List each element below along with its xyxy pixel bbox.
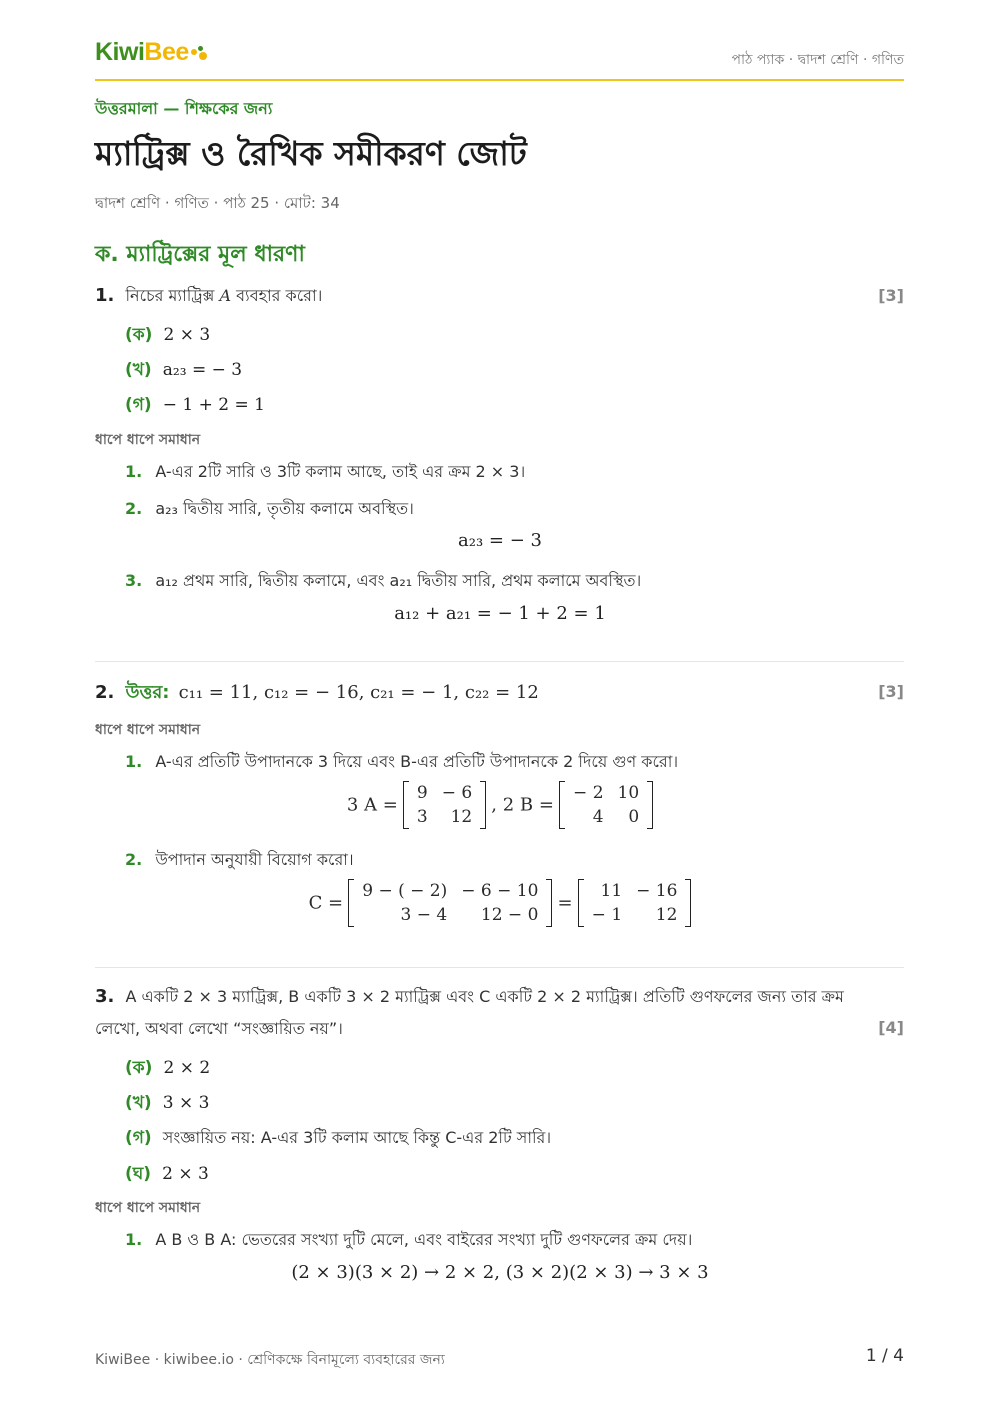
solution-heading: ধাপে ধাপে সমাধান <box>95 1200 201 1216</box>
step-text: a₁₂ প্রথম সারি, দ্বিতীয় কলামে, এবং a₂₁ দ্বিতীয় সারি, প্রথম কলামে অবস্থিত। <box>155 571 642 590</box>
part-answer: 2 × 3 <box>162 1164 209 1184</box>
matrix-c-result <box>578 879 692 927</box>
question-text-post: ব্যবহার করো। <box>236 286 323 305</box>
part-item <box>125 392 265 420</box>
step-text: A-এর প্রতিটি উপাদানকে 3 দিয়ে এবং B-এর প্রতিটি উপাদানকে 2 দিয়ে গুণ করো। <box>155 752 679 771</box>
answer-key-label: উত্তরমালা — শিক্ষকের জন্য <box>95 99 273 118</box>
brand-bee: Bee <box>144 38 189 66</box>
question-divider <box>95 661 904 662</box>
question-2 <box>95 678 539 709</box>
part-label: (ক) <box>125 325 153 345</box>
question-text-cont: লেখো, অথবা লেখো “সংজ্ঞায়িত নয়”। <box>95 1019 343 1038</box>
matrix-cell: − 1 <box>591 905 623 925</box>
page-title: ম্যাট্রিক্স ও রৈখিক সমীকরণ জোট <box>95 134 527 173</box>
part-item <box>125 1125 551 1153</box>
equation: a₂₃ = − 3 <box>458 530 542 551</box>
step-text: A-এর 2টি সারি ও 3টি কলাম আছে, তাই এর ক্রম 2 × 3। <box>155 462 526 481</box>
part-answer: 3 × 3 <box>162 1093 210 1113</box>
step-text: a₂₃ দ্বিতীয় সারি, তৃতীয় কলামে অবস্থিত। <box>155 499 414 518</box>
question-number: 3. <box>95 986 115 1007</box>
matrix-var: A <box>219 286 232 305</box>
matrix-cell: 12 − 0 <box>480 905 539 925</box>
matrix-cell: 12 <box>450 807 473 827</box>
question-number: 2. <box>95 682 115 703</box>
equation: a₁₂ + a₂₁ = − 1 + 2 = 1 <box>394 603 606 624</box>
solution-heading: ধাপে ধাপে সমাধান <box>95 432 201 448</box>
matrix-cell: 9 − ( − 2) <box>362 881 448 901</box>
solution-step <box>125 1227 692 1254</box>
question-marks: [3] <box>878 286 904 305</box>
page-meta: দ্বাদশ শ্রেণি · গণিত · পাঠ 25 · মোট: 34 <box>95 194 340 212</box>
part-answer: − 1 + 2 = 1 <box>162 395 265 415</box>
matrix-cell: − 16 <box>636 881 678 901</box>
matrix-cell: − 2 <box>573 783 604 803</box>
step-number: 1. <box>125 752 143 771</box>
answer-value: c₁₁ = 11, c₁₂ = − 16, c₂₁ = − 1, c₂₂ = 12 <box>178 682 539 703</box>
section-heading: ক. ম্যাট্রিক্সের মূল ধারণা <box>95 242 305 267</box>
matrix-c-work <box>348 879 552 927</box>
equation-lhs: 3 A = <box>346 794 398 816</box>
step-text: উপাদান অনুযায়ী বিয়োগ করো। <box>155 850 354 869</box>
part-answer: সংজ্ঞায়িত নয়: A-এর 3টি কলাম আছে কিন্তু C-এর 2টি সারি। <box>162 1128 552 1147</box>
part-label: (গ) <box>125 395 152 415</box>
part-label: (খ) <box>125 1093 152 1113</box>
solution-heading: ধাপে ধাপে সমাধান <box>95 722 201 738</box>
solution-step <box>125 847 354 874</box>
brand-kiwi: Kiwi <box>95 38 145 66</box>
question-3 <box>95 984 905 1011</box>
matrix-cell: 3 <box>416 807 428 827</box>
part-answer: 2 × 3 <box>163 325 211 345</box>
question-number: 1. <box>95 285 115 306</box>
step-text: A B ও B A: ভেতরের সংখ্যা দুটি মেলে, এবং বাইরের সংখ্যা দুটি গুণফলের ক্রম দেয়। <box>155 1230 693 1249</box>
matrix-equation <box>0 781 1000 829</box>
part-label: (খ) <box>125 360 152 380</box>
solution-step <box>125 568 641 595</box>
part-item <box>125 1055 210 1083</box>
matrix-cell: − 6 − 10 <box>461 881 539 901</box>
question-text-pre: নিচের ম্যাট্রিক্স <box>125 286 215 305</box>
equation-lhs: C = <box>308 892 344 914</box>
part-item <box>125 1090 209 1118</box>
part-label: (ঘ) <box>125 1164 152 1184</box>
step-number: 2. <box>125 850 143 869</box>
answer-label: উত্তর: <box>125 682 170 703</box>
solution-step <box>125 749 678 776</box>
equation: (2 × 3)(3 × 2) → 2 × 2, (3 × 2)(2 × 3) → 3 × 3 <box>291 1262 709 1283</box>
equation-separator: , 2 B = <box>491 794 554 816</box>
part-label: (ক) <box>125 1058 153 1078</box>
part-item <box>125 357 242 385</box>
footer-text: KiwiBee · kiwibee.io · শ্রেণিকক্ষে বিনামূল্যে ব্যবহারের জন্য <box>95 1352 445 1368</box>
matrix-3a <box>403 781 486 829</box>
question-marks: [4] <box>878 1018 904 1037</box>
step-number: 2. <box>125 499 143 518</box>
matrix-cell: 9 <box>416 783 428 803</box>
bee-dots-icon <box>191 46 211 60</box>
part-label: (গ) <box>125 1128 152 1148</box>
step-number: 1. <box>125 462 143 481</box>
part-item <box>125 322 210 350</box>
part-item <box>125 1161 209 1189</box>
solution-step <box>125 459 525 486</box>
matrix-equation <box>0 879 1000 927</box>
page-number: 1 / 4 <box>865 1346 904 1366</box>
matrix-cell: 4 <box>592 807 604 827</box>
solution-step <box>125 496 414 523</box>
header-divider <box>95 79 904 81</box>
question-text: A একটি 2 × 3 ম্যাট্রিক্স, B একটি 3 × 2 ম্যাট্রিক্স এবং C একটি 2 × 2 ম্যাট্রিক্স। প্রতিটি গুণফলের জন্য তার ক্রম <box>125 987 844 1006</box>
question-1 <box>95 283 322 310</box>
equation-equals: = <box>557 892 573 914</box>
step-number: 1. <box>125 1230 143 1249</box>
question-divider <box>95 967 904 968</box>
brand-logo <box>95 38 211 67</box>
header-meta: পাঠ প্যাক · দ্বাদশ শ্রেণি · গণিত <box>731 52 904 68</box>
matrix-cell: − 6 <box>441 783 473 803</box>
matrix-cell: 11 <box>600 881 623 901</box>
part-answer: 2 × 2 <box>163 1058 211 1078</box>
matrix-cell: 10 <box>617 783 640 803</box>
question-text <box>125 286 322 305</box>
step-number: 3. <box>125 571 143 590</box>
matrix-cell: 0 <box>628 807 640 827</box>
part-answer: a₂₃ = − 3 <box>162 360 243 380</box>
matrix-cell: 3 − 4 <box>400 905 448 925</box>
question-marks: [3] <box>878 682 904 701</box>
matrix-cell: 12 <box>655 905 678 925</box>
matrix-2b <box>559 781 653 829</box>
